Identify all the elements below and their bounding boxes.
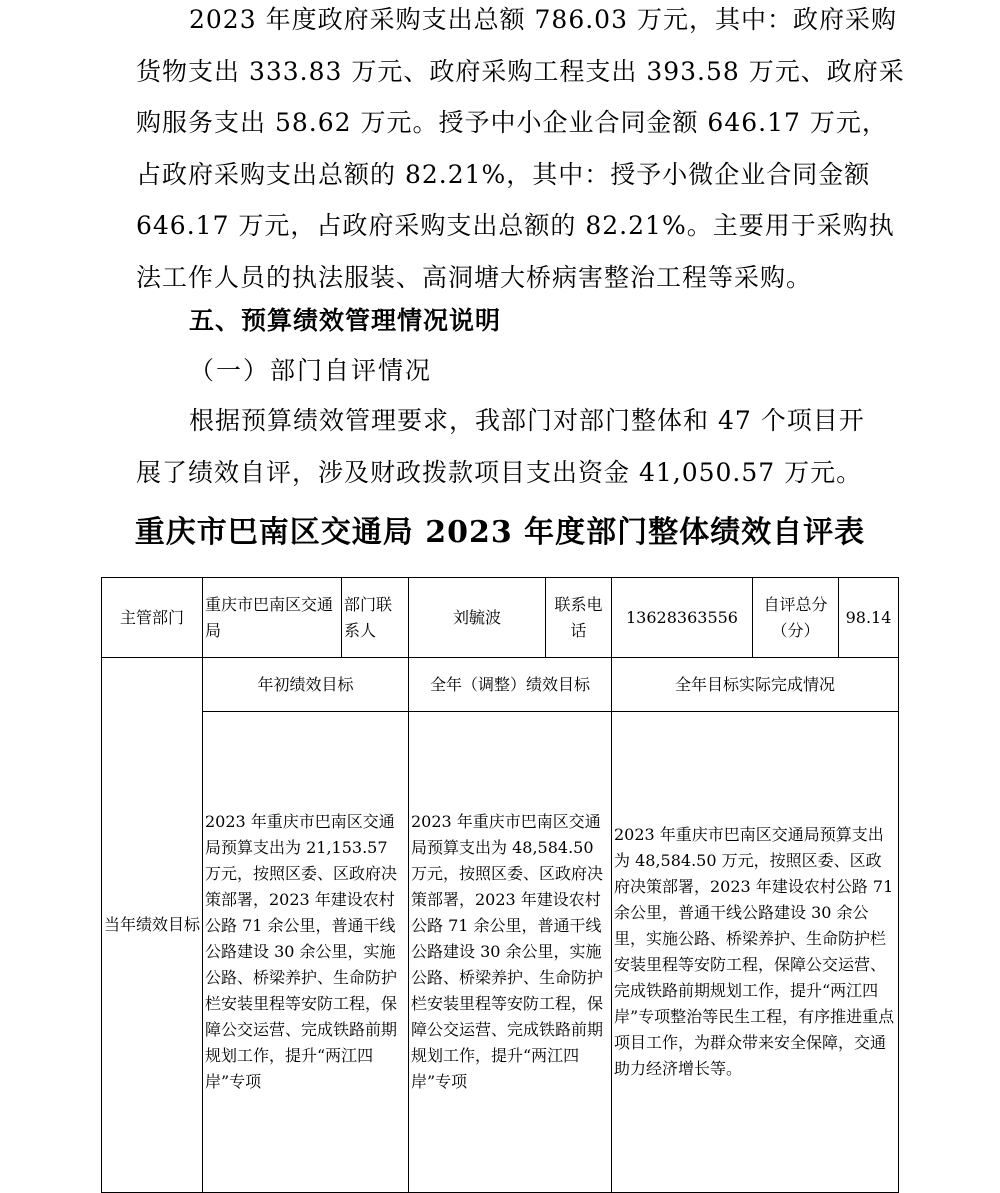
dept-label-cell: 主管部门 — [102, 578, 203, 658]
actual-completion-text: 2023 年重庆市巴南区交通局预算支出为 48,584.50 万元，按照区委、区政府决策部署，2023 年建设农村公路 71 余公里，普通干线公路建设 30 余公里，实施公路、桥梁养护、生命防护栏安装里程等安防工程，保障公交运营、完成铁路前期规划工作，提升“两江四岸”专项整治等民生工程，有序推进重点项目工作，为群众带来安全保障，交通助力经济增长等。 — [612, 712, 899, 1193]
procurement-paragraph — [0, 0, 1000, 303]
self-evaluation-paragraph — [0, 395, 1000, 498]
adjusted-goal-text: 2023 年重庆市巴南区交通局预算支出为 48,584.50 万元，按照区委、区政府决策部署，2023 年建设农村公路 71 余公里，普通干线公路建设 30 余公里，实施公路、桥梁养护、生命防护栏安装里程等安防工程，保障公交运营、完成铁路前期规划工作，提升“两江四岸”专项 — [409, 712, 612, 1193]
contact-name-cell: 刘毓波 — [409, 578, 546, 658]
score-cell: 98.14 — [839, 578, 899, 658]
table-row — [102, 712, 899, 1193]
paragraph-line: 法工作人员的执法服装、高洞塘大桥病害整治工程等采购。 — [136, 262, 813, 292]
evaluation-table — [101, 577, 899, 1193]
goal-label-cell: 当年绩效目标 — [102, 658, 203, 1193]
initial-goal-text: 2023 年重庆市巴南区交通局预算支出为 21,153.57 万元，按照区委、区政府决策部署，2023 年建设农村公路 71 余公里，普通干线公路建设 30 余公里，实施公路、桥梁养护、生命防护栏安装里程等安防工程，保障公交运营、完成铁路前期规划工作，提升“两江四岸”专项 — [203, 712, 409, 1193]
adjusted-goal-header: 全年（调整）绩效目标 — [409, 658, 612, 712]
section-heading: 五、预算绩效管理情况说明 — [189, 306, 502, 335]
paragraph-line: 货物支出 333.83 万元、政府采购工程支出 393.58 万元、政府采 — [136, 56, 905, 86]
paragraph-line: 展了绩效自评，涉及财政拨款项目支出资金 41,050.57 万元。 — [136, 457, 863, 487]
table-title: 重庆市巴南区交通局 2023 年度部门整体绩效自评表 — [134, 515, 866, 550]
phone-label-cell: 联系电话 — [546, 578, 612, 658]
paragraph-line: 购服务支出 58.62 万元。授予中小企业合同金额 646.17 万元， — [136, 108, 888, 137]
table-row — [102, 658, 899, 712]
dept-name-cell: 重庆市巴南区交通局 — [203, 578, 342, 658]
table-row — [102, 578, 899, 658]
phone-cell: 13628363556 — [612, 578, 753, 658]
actual-completion-header: 全年目标实际完成情况 — [612, 658, 899, 712]
subsection-heading: （一）部门自评情况 — [189, 356, 433, 385]
initial-goal-header: 年初绩效目标 — [203, 658, 409, 712]
paragraph-line: 646.17 万元，占政府采购支出总额的 82.21%。主要用于采购执 — [136, 211, 895, 240]
contact-label-cell: 部门联系人 — [342, 578, 409, 658]
paragraph-line: 2023 年度政府采购支出总额 786.03 万元，其中：政府采购 — [189, 5, 897, 34]
paragraph-line: 占政府采购支出总额的 82.21%，其中：授予小微企业合同金额 — [136, 159, 871, 189]
paragraph-line: 根据预算绩效管理要求，我部门对部门整体和 47 个项目开 — [189, 406, 865, 435]
score-label-cell: 自评总分（分） — [753, 578, 839, 658]
